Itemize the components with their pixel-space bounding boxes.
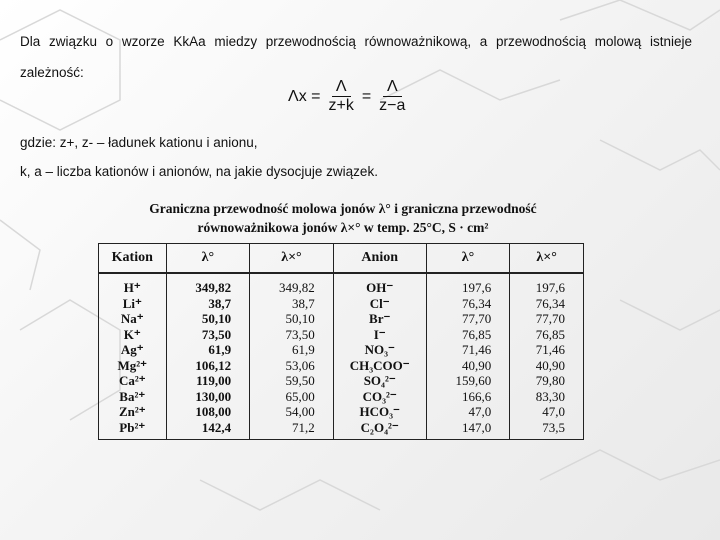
- cell-cation-equivalent: 73,50: [250, 327, 334, 343]
- cell-anion: C₂O₄²⁻: [333, 420, 426, 440]
- cell-cation: H⁺: [99, 273, 167, 296]
- cell-cation: Zn²⁺: [99, 404, 167, 420]
- conductivity-table: [98, 243, 584, 440]
- cell-anion-equivalent: 83,30: [510, 389, 584, 405]
- conductivity-table-block: [96, 199, 590, 465]
- cell-anion-equivalent: 40,90: [510, 358, 584, 374]
- table-row: [99, 389, 584, 405]
- table-row: [99, 311, 584, 327]
- cell-anion-molar: 76,34: [426, 296, 510, 312]
- cell-anion-molar: 166,6: [426, 389, 510, 405]
- table-row: [99, 404, 584, 420]
- cell-cation: Na⁺: [99, 311, 167, 327]
- cell-anion: CH₃COO⁻: [333, 358, 426, 374]
- header-anion-equivalent: λ×°: [510, 244, 584, 274]
- cell-cation-molar: 142,4: [166, 420, 250, 440]
- cell-anion-equivalent: 71,46: [510, 342, 584, 358]
- cell-cation: Mg²⁺: [99, 358, 167, 374]
- cell-anion-equivalent: 77,70: [510, 311, 584, 327]
- cell-anion: I⁻: [333, 327, 426, 343]
- cell-cation-equivalent: 50,10: [250, 311, 334, 327]
- formula-lhs: Λx =: [288, 87, 321, 105]
- formula-fraction-2: [375, 78, 409, 115]
- cell-cation: K⁺: [99, 327, 167, 343]
- cell-cation-molar: 73,50: [166, 327, 250, 343]
- cell-cation-molar: 108,00: [166, 404, 250, 420]
- cell-anion-molar: 159,60: [426, 373, 510, 389]
- cell-anion: NO₃⁻: [333, 342, 426, 358]
- cell-anion-equivalent: 73,5: [510, 420, 584, 440]
- intro-line-continued: zależność:: [20, 65, 84, 80]
- cell-cation: Ba²⁺: [99, 389, 167, 405]
- table-header-row: [99, 244, 584, 274]
- table-row: [99, 327, 584, 343]
- cell-anion: HCO₃⁻: [333, 404, 426, 420]
- formula: [288, 78, 413, 115]
- cell-cation-molar: 61,9: [166, 342, 250, 358]
- table-row: [99, 373, 584, 389]
- cell-cation-equivalent: 59,50: [250, 373, 334, 389]
- cell-anion: OH⁻: [333, 273, 426, 296]
- cell-cation-molar: 38,7: [166, 296, 250, 312]
- cell-cation-molar: 119,00: [166, 373, 250, 389]
- intro-line: Dla związku o wzorze KkAa miedzy przewodnością równoważnikową, a przewodnością molową istnieje: [20, 34, 692, 49]
- formula-numerator-2: Λ: [383, 78, 402, 97]
- cell-anion-molar: 147,0: [426, 420, 510, 440]
- formula-denominator-1: z+k: [328, 97, 354, 114]
- formula-numerator-1: Λ: [332, 78, 351, 97]
- definition-charges: gdzie: z+, z- – ładunek kationu i anionu,: [20, 135, 258, 150]
- cell-anion-molar: 71,46: [426, 342, 510, 358]
- cell-anion-molar: 77,70: [426, 311, 510, 327]
- cell-anion: CO₃²⁻: [333, 389, 426, 405]
- header-cation-molar: λ°: [166, 244, 250, 274]
- cell-anion: Cl⁻: [333, 296, 426, 312]
- cell-anion-molar: 47,0: [426, 404, 510, 420]
- definition-counts: k, a – liczba kationów i anionów, na jakie dysocjuje związek.: [20, 164, 378, 179]
- formula-equals: =: [361, 87, 372, 105]
- cell-anion-equivalent: 197,6: [510, 273, 584, 296]
- table-title-line-2: równoważnikowa jonów λ×° w temp. 25°C, S · cm²: [197, 220, 489, 235]
- cell-anion-molar: 40,90: [426, 358, 510, 374]
- cell-cation: Ca²⁺: [99, 373, 167, 389]
- header-anion-molar: λ°: [426, 244, 510, 274]
- cell-cation-equivalent: 65,00: [250, 389, 334, 405]
- table-row: [99, 420, 584, 440]
- cell-cation-equivalent: 54,00: [250, 404, 334, 420]
- table-title-line-1: Graniczna przewodność molowa jonów λ° i graniczna przewodność: [149, 201, 537, 216]
- cell-cation: Ag⁺: [99, 342, 167, 358]
- formula-denominator-2: z−a: [379, 97, 406, 114]
- cell-cation: Pb²⁺: [99, 420, 167, 440]
- cell-anion-equivalent: 76,85: [510, 327, 584, 343]
- cell-cation-equivalent: 61,9: [250, 342, 334, 358]
- formula-fraction-1: [324, 78, 357, 115]
- table-row: [99, 358, 584, 374]
- cell-anion-equivalent: 47,0: [510, 404, 584, 420]
- cell-cation-molar: 106,12: [166, 358, 250, 374]
- header-anion: Anion: [333, 244, 426, 274]
- cell-cation-equivalent: 71,2: [250, 420, 334, 440]
- cell-cation: Li⁺: [99, 296, 167, 312]
- table-row: [99, 296, 584, 312]
- cell-cation-molar: 50,10: [166, 311, 250, 327]
- cell-anion-molar: 76,85: [426, 327, 510, 343]
- cell-anion: Br⁻: [333, 311, 426, 327]
- cell-anion-equivalent: 76,34: [510, 296, 584, 312]
- cell-anion-molar: 197,6: [426, 273, 510, 296]
- cell-cation-equivalent: 53,06: [250, 358, 334, 374]
- table-row: [99, 342, 584, 358]
- table-title: [96, 199, 590, 237]
- cell-cation-molar: 130,00: [166, 389, 250, 405]
- header-kation: Kation: [99, 244, 167, 274]
- cell-anion-equivalent: 79,80: [510, 373, 584, 389]
- table-row: [99, 273, 584, 296]
- cell-cation-equivalent: 349,82: [250, 273, 334, 296]
- cell-cation-equivalent: 38,7: [250, 296, 334, 312]
- cell-anion: SO₄²⁻: [333, 373, 426, 389]
- header-cation-equivalent: λ×°: [250, 244, 334, 274]
- cell-cation-molar: 349,82: [166, 273, 250, 296]
